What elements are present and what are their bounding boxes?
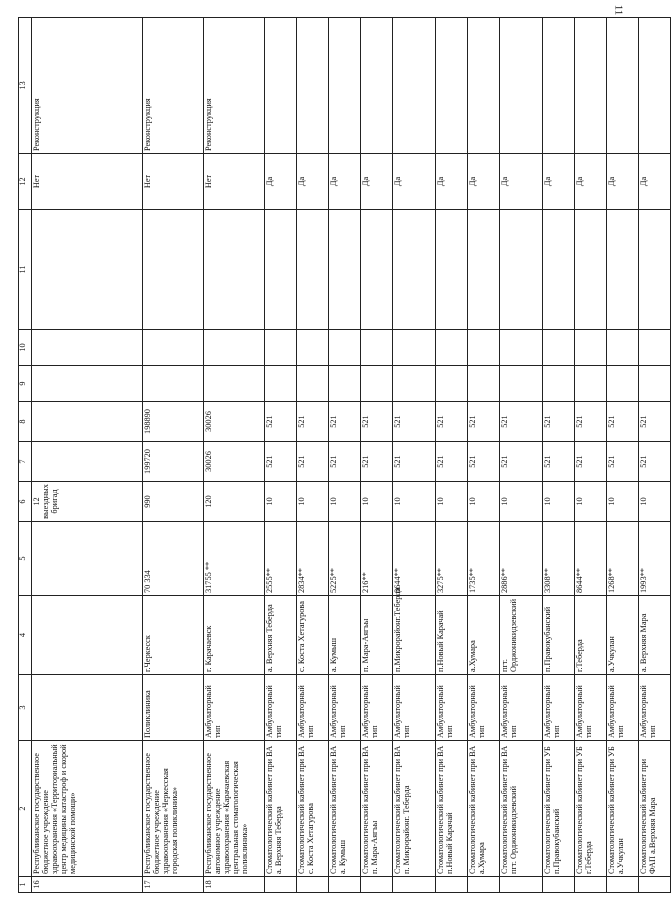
table-cell	[329, 877, 361, 893]
table-cell: Стоматологический кабинет при ВА пгт. Орджоникидзевский	[500, 741, 543, 877]
table-cell: 10	[329, 482, 361, 522]
table-cell	[32, 366, 143, 402]
table-cell	[297, 330, 329, 366]
table-cell: а.Хумара	[468, 596, 500, 675]
table-cell	[393, 877, 436, 893]
registry-table	[18, 17, 671, 893]
table-cell	[32, 675, 143, 741]
table-cell	[393, 18, 436, 154]
table-cell	[329, 330, 361, 366]
table-cell: Да	[543, 154, 575, 210]
table-cell: 521	[297, 442, 329, 482]
table-cell: Амбулаторный тип	[468, 675, 500, 741]
table-cell: Амбулаторный тип	[393, 675, 436, 741]
table-cell: Амбулаторный тип	[500, 675, 543, 741]
table-cell: Стоматологический кабинет при ВА п. Микрорайонг. Теберда	[393, 741, 436, 877]
table-cell	[543, 18, 575, 154]
table-cell: 521	[607, 442, 639, 482]
table-cell: Да	[468, 154, 500, 210]
column-header-1: 1	[19, 877, 32, 893]
table-cell: 199720	[143, 442, 204, 482]
table-cell	[143, 330, 204, 366]
table-cell: 1735**	[468, 522, 500, 596]
table-cell	[436, 18, 468, 154]
table-cell: Амбулаторный тип	[329, 675, 361, 741]
table-row	[143, 18, 204, 893]
table-cell: 521	[575, 442, 607, 482]
table-cell	[468, 210, 500, 330]
table-cell	[500, 877, 543, 893]
column-header-12: 12	[19, 154, 32, 210]
table-cell: 521	[393, 402, 436, 442]
table-cell: Амбулаторный тип	[265, 675, 297, 741]
table-cell: 30026	[204, 442, 265, 482]
table-cell	[143, 210, 204, 330]
table-cell: а. Верхняя Мара	[639, 596, 671, 675]
table-cell	[607, 366, 639, 402]
table-cell: Стоматологический кабинет при УБ г.Теберда	[575, 741, 607, 877]
table-cell: 521	[607, 402, 639, 442]
table-cell	[575, 330, 607, 366]
table-cell	[543, 210, 575, 330]
table-cell: 521	[297, 402, 329, 442]
table-cell: Стоматологический кабинет при УБ а.Учкулан	[607, 741, 639, 877]
table-cell: 521	[543, 442, 575, 482]
table-cell: г. Карачаевск	[204, 596, 265, 675]
table-cell	[639, 877, 671, 893]
table-cell	[393, 330, 436, 366]
table-cell: а. Кумыш	[329, 596, 361, 675]
column-header-8: 8	[19, 402, 32, 442]
table-cell: п.Правокубанский	[543, 596, 575, 675]
table-cell	[265, 877, 297, 893]
table-cell	[468, 366, 500, 402]
table-cell	[639, 18, 671, 154]
table-cell: 120	[204, 482, 265, 522]
table-cell: Стоматологический кабинет при ВА с. Коста Хетагурова	[297, 741, 329, 877]
table-cell: г.Теберда	[575, 596, 607, 675]
column-header-5: 5	[19, 522, 32, 596]
table-cell: 30026	[204, 402, 265, 442]
table-cell: 12 выездных бригад	[32, 482, 143, 522]
column-header-4: 4	[19, 596, 32, 675]
table-cell	[436, 366, 468, 402]
table-cell	[607, 877, 639, 893]
table-cell: Да	[639, 154, 671, 210]
table-cell: 10	[393, 482, 436, 522]
table-cell: п. Мара-Аягъы	[361, 596, 393, 675]
table-cell	[543, 877, 575, 893]
table-row	[361, 18, 393, 893]
table-cell: 10	[436, 482, 468, 522]
table-cell: 3275**	[436, 522, 468, 596]
table-cell	[32, 402, 143, 442]
table-cell: пгт. Орджоникидзевский	[500, 596, 543, 675]
table-cell: 521	[575, 402, 607, 442]
table-cell: 1993**	[639, 522, 671, 596]
table-cell	[361, 18, 393, 154]
table-cell: 31755 **	[204, 522, 265, 596]
table-cell	[297, 18, 329, 154]
table-cell	[393, 366, 436, 402]
table-cell: 10	[543, 482, 575, 522]
table-cell: п.Микрорайонг.Теберда	[393, 596, 436, 675]
column-header-6: 6	[19, 482, 32, 522]
table-cell: п.Новый Карачай	[436, 596, 468, 675]
table-cell	[436, 330, 468, 366]
table-cell: 521	[329, 402, 361, 442]
table-cell: Республиканское государственное автономное учреждение здравоохранения «Карачаевская центральная стоматологическая поликлиника»	[204, 741, 265, 877]
table-row	[500, 18, 543, 893]
table-cell: 521	[329, 442, 361, 482]
table-row	[265, 18, 297, 893]
table-cell: 5225**	[329, 522, 361, 596]
table-cell: 2886**	[500, 522, 543, 596]
table-cell: 3308**	[543, 522, 575, 596]
table-cell	[361, 366, 393, 402]
table-cell: 521	[436, 402, 468, 442]
table-cell: 10	[468, 482, 500, 522]
table-cell: 990	[143, 482, 204, 522]
table-cell	[543, 330, 575, 366]
table-cell: Да	[297, 154, 329, 210]
table-cell: Амбулаторный тип	[543, 675, 575, 741]
table-cell: 521	[361, 442, 393, 482]
table-cell	[204, 210, 265, 330]
table-cell: Стоматологический кабинет при УБ п.Правокубанский	[543, 741, 575, 877]
table-cell: Поликлиника	[143, 675, 204, 741]
table-cell: 10	[607, 482, 639, 522]
table-cell: 10	[361, 482, 393, 522]
table-cell	[500, 18, 543, 154]
table-cell: 2834**	[297, 522, 329, 596]
table-cell	[575, 210, 607, 330]
table-cell: Амбулаторный тип	[204, 675, 265, 741]
table-cell: Да	[575, 154, 607, 210]
table-cell	[575, 18, 607, 154]
table-cell	[639, 366, 671, 402]
rotated-page	[18, 18, 657, 893]
table-cell: 10	[575, 482, 607, 522]
table-row	[297, 18, 329, 893]
table-cell: Амбулаторный тип	[297, 675, 329, 741]
table-cell	[543, 366, 575, 402]
table-cell: 10	[265, 482, 297, 522]
table-cell: а. Верхняя Теберда	[265, 596, 297, 675]
table-cell: 521	[639, 402, 671, 442]
table-cell: г.Черкесск	[143, 596, 204, 675]
table-cell: Амбулаторный тип	[639, 675, 671, 741]
table-cell	[639, 210, 671, 330]
table-cell: 10	[639, 482, 671, 522]
table-cell: Стоматологический кабинет при ВА а. Кумыш	[329, 741, 361, 877]
table-cell	[500, 366, 543, 402]
column-header-9: 9	[19, 366, 32, 402]
table-cell: 2555**	[265, 522, 297, 596]
table-cell: Реконструкция	[204, 18, 265, 154]
table-cell: Стоматологический кабинет при ВА а.Хумара	[468, 741, 500, 877]
table-cell	[639, 330, 671, 366]
table-cell: 216**	[361, 522, 393, 596]
column-header-2: 2	[19, 741, 32, 877]
table-cell: Амбулаторный тип	[575, 675, 607, 741]
table-cell	[575, 366, 607, 402]
table-cell	[265, 330, 297, 366]
table-cell: 10	[500, 482, 543, 522]
table-cell: 521	[436, 442, 468, 482]
table-row	[329, 18, 361, 893]
table-cell: Амбулаторный тип	[361, 675, 393, 741]
column-header-3: 3	[19, 675, 32, 741]
table-cell	[297, 877, 329, 893]
table-cell: 521	[543, 402, 575, 442]
table-cell	[468, 330, 500, 366]
table-cell: 198890	[143, 402, 204, 442]
table-cell	[329, 18, 361, 154]
table-cell: 521	[468, 402, 500, 442]
table-cell	[297, 366, 329, 402]
table-row	[543, 18, 575, 893]
table-cell: Амбулаторный тип	[607, 675, 639, 741]
table-cell: Да	[265, 154, 297, 210]
table-cell	[436, 210, 468, 330]
table-cell	[204, 366, 265, 402]
table-cell	[468, 18, 500, 154]
table-cell	[32, 442, 143, 482]
table-cell: 17	[143, 877, 204, 893]
table-cell	[607, 18, 639, 154]
table-cell: Нет	[32, 154, 143, 210]
rotated-table-container	[18, 18, 657, 893]
table-cell: 10	[297, 482, 329, 522]
table-cell	[329, 210, 361, 330]
table-cell: 521	[361, 402, 393, 442]
table-cell: 70 334	[143, 522, 204, 596]
column-header-10: 10	[19, 330, 32, 366]
table-cell	[265, 18, 297, 154]
table-cell	[575, 877, 607, 893]
table-row	[468, 18, 500, 893]
table-cell: Да	[393, 154, 436, 210]
table-cell	[329, 366, 361, 402]
table-cell: 521	[265, 442, 297, 482]
column-header-13: 13	[19, 18, 32, 154]
table-cell	[393, 210, 436, 330]
table-cell: 1268**	[607, 522, 639, 596]
page-number: 11	[612, 4, 625, 16]
table-cell: Да	[436, 154, 468, 210]
table-cell	[32, 330, 143, 366]
table-cell	[265, 366, 297, 402]
table-cell	[500, 210, 543, 330]
column-header-7: 7	[19, 442, 32, 482]
table-cell: Да	[361, 154, 393, 210]
table-cell: Да	[329, 154, 361, 210]
table-cell	[265, 210, 297, 330]
table-cell: Реконструкция	[143, 18, 204, 154]
table-cell: Реконструкция	[32, 18, 143, 154]
table-cell: 18	[204, 877, 265, 893]
table-cell	[32, 596, 143, 675]
table-row	[639, 18, 671, 893]
table-cell: а.Учкулан	[607, 596, 639, 675]
table-cell	[468, 877, 500, 893]
table-cell	[32, 210, 143, 330]
table-cell: 521	[468, 442, 500, 482]
table-cell: 521	[265, 402, 297, 442]
header-row	[19, 18, 32, 893]
table-cell: Стоматологический кабинет при ВА п. Мара-Аягъы	[361, 741, 393, 877]
table-cell	[607, 210, 639, 330]
table-cell: Да	[500, 154, 543, 210]
table-cell	[361, 330, 393, 366]
table-cell	[143, 366, 204, 402]
table-cell: Нет	[204, 154, 265, 210]
table-cell: Республиканское государственное бюджетное учреждение здравоохранения «Черкесская городская поликлиника»	[143, 741, 204, 877]
table-cell	[204, 330, 265, 366]
table-cell: Стоматологический кабинет при ФАП а.Верхняя Мара	[639, 741, 671, 877]
table-cell: 8644**	[575, 522, 607, 596]
table-cell: Нет	[143, 154, 204, 210]
table-cell: 521	[500, 442, 543, 482]
table-row	[393, 18, 436, 893]
table-cell: 8644**	[393, 522, 436, 596]
table-cell: 521	[639, 442, 671, 482]
table-cell	[607, 330, 639, 366]
table-cell	[361, 877, 393, 893]
table-cell	[361, 210, 393, 330]
table-cell	[297, 210, 329, 330]
table-row	[607, 18, 639, 893]
table-row	[575, 18, 607, 893]
table-cell	[500, 330, 543, 366]
table-cell: Стоматологический кабинет при ВА п.Новый Карачай	[436, 741, 468, 877]
table-cell: Стоматологический кабинет при ВА а. Верхняя Теберда	[265, 741, 297, 877]
table-cell: 521	[500, 402, 543, 442]
table-cell	[32, 522, 143, 596]
table-cell: с. Коста Хетагурова	[297, 596, 329, 675]
table-cell	[436, 877, 468, 893]
column-header-11: 11	[19, 210, 32, 330]
table-body	[32, 18, 671, 893]
table-row	[204, 18, 265, 893]
table-cell: Республиканское государственное бюджетное учреждение здравоохранения «Территориальный центр медицины катастроф и скорой медицинской помощи»	[32, 741, 143, 877]
table-cell: 16	[32, 877, 143, 893]
table-cell: Амбулаторный тип	[436, 675, 468, 741]
table-cell: Да	[607, 154, 639, 210]
table-row	[32, 18, 143, 893]
table-cell: 521	[393, 442, 436, 482]
table-row	[436, 18, 468, 893]
